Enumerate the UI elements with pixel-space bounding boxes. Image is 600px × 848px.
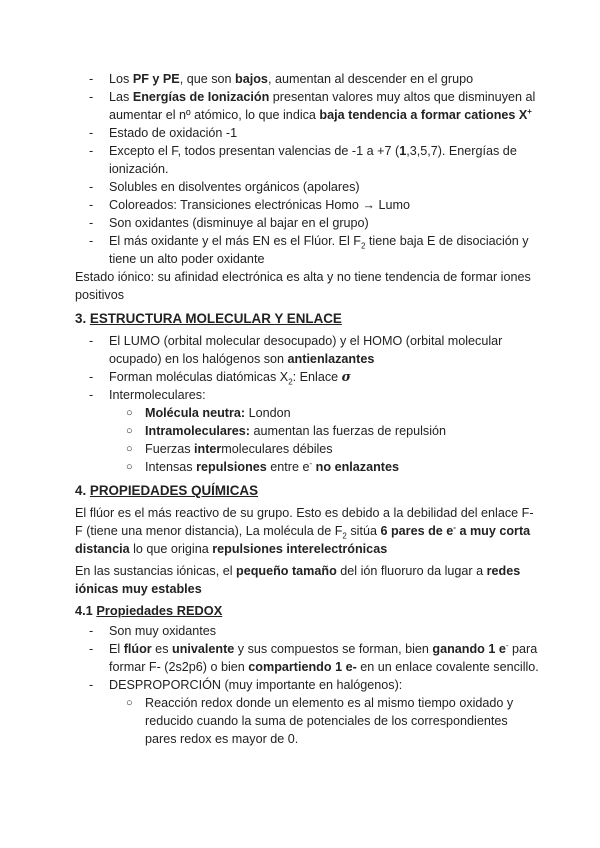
estado-ionico-paragraph: Estado iónico: su afinidad electrónica es alta y no tiene tendencia de formar iones positivos — [75, 270, 531, 302]
section-3-heading: 3. ESTRUCTURA MOLECULAR Y ENLACE — [75, 311, 342, 326]
list-item: - Coloreados: Transiciones electrónicas Homo → Lumo — [109, 196, 540, 214]
sub-list-item: ○ Intramoleculares: aumentan las fuerzas de repulsión — [145, 422, 540, 440]
section-4-paragraph-1: El flúor es el más reactivo de su grupo. Esto es debido a la debilidad del enlace F-F (tiene una menor distancia), La molécula de $F_2$ sitúa 6 pares de e- a muy corta distancia lo que origina repulsiones interelectrónicas — [75, 506, 534, 556]
list-item: - Son oxidantes (disminuye al bajar en el grupo) — [109, 214, 540, 232]
list-item: - El más oxidante y el más EN es el Flúor. El $F_2$ tiene baja E de disociación y tiene un alto poder oxidante — [109, 232, 540, 268]
list-item: - Solubles en disolventes orgánicos (apolares) — [109, 178, 540, 196]
intermolecular-sublist — [109, 404, 540, 476]
section-3-list — [75, 332, 540, 476]
desproporcion-sublist — [109, 694, 540, 748]
list-item: - Forman moléculas diatómicas $X_2$: Enlace σ — [109, 368, 540, 386]
list-item: - Intermoleculares: ○ Molécula neutra: London ○ Intramoleculares: aumentan las fuerzas de repulsión ○ Fuerzas intermoleculares débiles ○ Intensas repulsiones entre e- no enlazantes — [109, 386, 540, 476]
list-item: - Los PF y PE, que son bajos, aumentan al descender en el grupo — [109, 70, 540, 88]
sub-list-item: ○ Molécula neutra: London — [145, 404, 540, 422]
section-4-paragraph-2: En las sustancias iónicas, el pequeño tamaño del ión fluoruro da lugar a redes iónicas muy estables — [75, 564, 521, 596]
list-item: - El flúor es univalente y sus compuestos se forman, bien ganando 1 e- para formar F- (2s2p6) o bien compartiendo 1 e- en un enlace covalente sencillo. — [109, 640, 540, 676]
section-4-1-heading: 4.1 Propiedades REDOX — [75, 603, 223, 618]
list-item: - Excepto el F, todos presentan valencias de -1 a +7 (1,3,5,7). Energías de ionización. — [109, 142, 540, 178]
list-item: - Estado de oxidación -1 — [109, 124, 540, 142]
section-4-heading: 4. PROPIEDADES QUÍMICAS — [75, 483, 259, 498]
list-item: - Son muy oxidantes — [109, 622, 540, 640]
sub-list-item: ○ Intensas repulsiones entre e- no enlazantes — [145, 458, 540, 476]
sub-list-item: ○ Fuerzas intermoleculares débiles — [145, 440, 540, 458]
list-item: - DESPROPORCIÓN (muy importante en halógenos): ○ Reacción redox donde un elemento es al mismo tiempo oxidado y reducido cuando la suma de potenciales de los correspondientes pares redox es mayor de 0. — [109, 676, 540, 748]
section-4-1-list — [75, 622, 540, 748]
list-item: - El LUMO (orbital molecular desocupado) y el HOMO (orbital molecular ocupado) en los halógenos son antienlazantes — [109, 332, 540, 368]
sub-list-item: ○ Reacción redox donde un elemento es al mismo tiempo oxidado y reducido cuando la suma de potenciales de los correspondientes pares redox es mayor de 0. — [145, 694, 540, 748]
properties-list — [75, 70, 540, 268]
list-item: - Las Energías de Ionización presentan valores muy altos que disminuyen al aumentar el nº atómico, lo que indica baja tendencia a formar cationes X+ — [109, 88, 540, 124]
